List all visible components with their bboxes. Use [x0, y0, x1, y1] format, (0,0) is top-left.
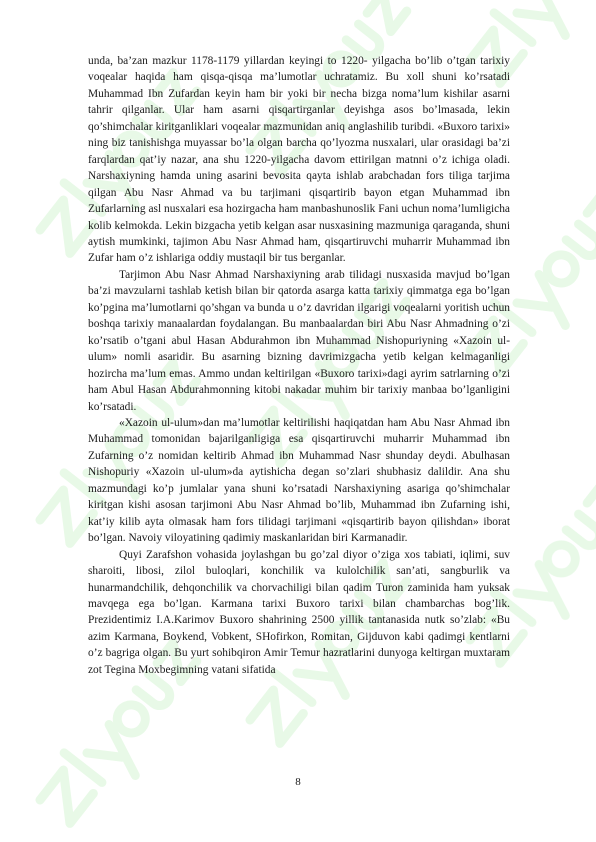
watermark-stroke [494, 13, 532, 43]
watermark-stroke [112, 699, 151, 738]
watermark-stroke [367, 0, 407, 32]
paragraph-1: unda, ba’zan mazkur 1178-1179 yillardan keyingi to 1220- yilgacha bo’lib o’tgan tarixiy voqealar haqida ham qisqa-qisqa ma’lumotlar uchratamiz. Bu xoll shuni ko’rsatadi Muhammad Ibn Zufardan keyin ham bir yoki bir necha bizga noma’lum kishilar asarni tahrir qilganlar. Ular ham asarni qisqartirganlar deyishga asos bo’lmasada, lekin qo’shimchalar kiritganliklari voqealar mazmunidan aniq anglashilib turibdi. «Buxoro tarixi» ning biz tanishishga muyassar bo’la olgan barcha qo’lyozma nusxalari, ular orasidagi ba’zi farqlardan qat’iy nazar, ana shu 1220-yilgacha davom ettirilgan matnni o’z ichiga oladi. Narshaxiyning hamda uning asarini bevosita qayta ishlab arabchadan fors tiliga tarjima qilgan Abu Nasr Ahmad va bu tarjimani qisqartirib bayon etgan Muhammad ibn Zufarlarning asl nusxalari esa hozirgacha ham manbashunoslik Fani uchun noma’lumligicha kolib kelmokda. Lekin bizgacha yetib kelgan asar nusxasining mazmuniga qaraganda, shuni aytish mumkinki, tajimon Abu Nasr Ahmad ham, qisqartiruvchi muharrir Muhammad ibn Zufar ham o’z ishlariga oddiy mustaqil bir tus berganlar. [88, 55, 510, 265]
body-text [88, 53, 510, 678]
paragraph-4: Quyi Zarafshon vohasida joylashgan bu go’zal diyor o’ziga xos tabiati, iqlimi, suv sharoiti, libosi, zilol buloqlari, konchilik va kulolchilik san’ati, sangburlik va hunarmandchilik, dehqonchilik va chorvachiligi bilan qadim Turon zaminida ham yuksak mavqega ega bo’lgan. Karmana tarixi Buxoro tarixi bilan chambarchas bog’lik. Prezidentimiz I.A.Karimov Buxoro shahrining 2500 yillik tantanasida nutk so’zlab: «Bu azim Karmana, Boykend, Vobkent, SHofirkon, Romitan, Gijduvon kabi qadimgi kentlarni o’z bagriga olgan. Bu yurt sohibqiron Amir Temur hazratlarini dunyoga keltirgan muxtaram zot Tegina Moxbegimning vatani sifatida [88, 548, 510, 676]
watermark-stroke [40, 200, 93, 253]
watermark-stroke [587, 193, 596, 232]
watermark-stroke [542, 539, 581, 578]
page-number: 8 [295, 776, 301, 788]
paragraph-2: Tarjimon Abu Nasr Ahmad Narshaxiyning arab tilidagi nusxasida mavjud bo’lgan ba’zi mavzularni tashlab ketish bilan bir qatorda asarga katta tarixiy qimmatga ega bo’lgan ko’pgina ma’lumotlarni qo’shgan va bunda u o’z davridan ilgarigi voqealarni yoritish uchun boshqa tarixiy manaalardan foydalangan. Bu manbaalardan biri Abu Nasr Ahmadning o’zi ko’rsatib o’tgani abul Hasan Abdurahmon ibn Muhammad Nishopuriyning «Xazoin ul-ulum» nomli asaridir. Bu asarning bizning davrimizgacha yetib kelgan kelmaganligi hozircha ma’lum emas. Ammo undan keltirilgan «Buxoro tarixi»dagi ayrim satrlarning o’zi ham Abul Hasan Abdurahmonning kitobi nakadar muhim bir tarixiy manbaa bo’lganligini ko’rsatadi. [88, 268, 510, 413]
watermark-stroke [566, 224, 596, 259]
watermark-stroke [566, 514, 596, 549]
watermark-stroke [517, 275, 580, 335]
watermark-stroke [136, 674, 174, 709]
paragraph-3: «Xazoin ul-ulum»dan ma’lumotlar keltirilishi haqiqatdan ham Abu Nasr Ahmad ibn Muhammad tomonidan bajarilganligiga esa qisqartiruvchi muharrir Muhammad ibn Zufarning o’z nomidan keltirib Ahmad ibn Muhammad Nasr shunday deydi. Abulhasan Nishopuriy «Xazoin ul-ulum»da aytishicha degan so’zlari shubhasiz dalildir. Ana shu mazmundagi ko’p jumlalar yana shuni ko’rsatadi Narshaxiyning asariga qo’shimchalar kiritgan kishi asosan tarjimoni Abu Nasr Ahmad bo’lib, Muhammad ibn Zufarning ishi, kat’iy kilib ayta olmasak ham fors tilidagi tarjimani «qisqartirib bayon qilishdan» iborat bo’lgan. Navoiy viloyatining qadimiy maskanlaridan biri Karmanadir. [88, 416, 510, 545]
watermark-stroke [250, 690, 303, 743]
watermark-stroke [517, 0, 580, 45]
watermark-stroke [542, 249, 581, 288]
watermark-stroke [587, 483, 596, 522]
watermark-stroke [517, 565, 580, 625]
watermark-stroke [40, 490, 93, 543]
